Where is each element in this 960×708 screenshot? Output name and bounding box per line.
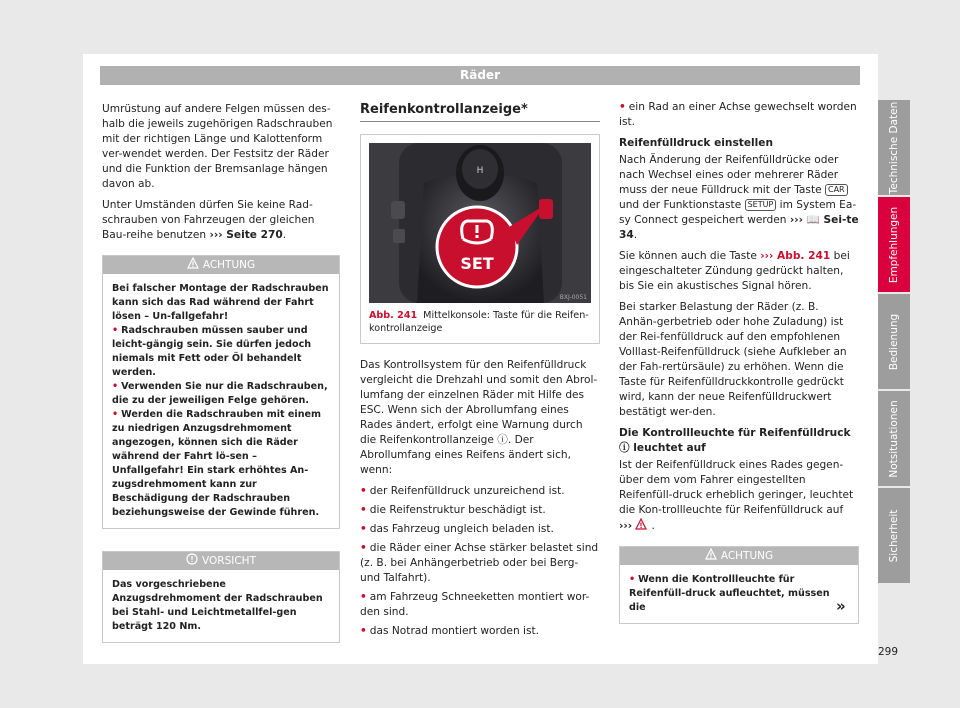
text: Verwenden Sie nur die Radschrauben, die zu der jeweiligen Felge gehören.: [112, 381, 328, 406]
warning-item: [112, 324, 330, 380]
paragraph: [619, 249, 859, 294]
paragraph: [619, 153, 859, 243]
center-console-illustration: [369, 143, 591, 303]
text: Wenn die Kontrollleuchte für Reifenfüll-druck aufleuchtet, müssen die: [629, 574, 830, 613]
paragraph: Bei starker Belastung der Räder (z. B. Anhän-gerbetrieb oder hohe Zuladung) ist der Rei-fenfülldruck auf den empfohlenen Volllast-Reifenfülldruck (siehe Aufkleber an der Fah-rertürsäule) zu erhöhen. Wenn die Taste für Reifenfülldruckkontrolle gedrückt wird, kann der neue Reifenfülldruckwert bestätigt wer-den.: [619, 301, 847, 418]
tab-bedienung[interactable]: [878, 294, 910, 389]
bullet-icon: •: [112, 409, 119, 420]
bullet-icon: •: [360, 625, 367, 637]
text: und der Funktionstaste: [619, 199, 745, 211]
warning-triangle-icon: [705, 548, 717, 560]
warning-body: [620, 565, 858, 623]
list-item: [360, 522, 600, 537]
tab-label: Notsituationen: [888, 399, 900, 478]
warning-triangle-icon: [635, 518, 647, 530]
text: im System Ea-sy Connect gespeichert werden: [619, 199, 857, 226]
list-item: [360, 590, 600, 620]
car-key-icon: CAR: [825, 184, 848, 196]
svg-text:H: H: [476, 166, 484, 176]
text: Unter Umständen dürfen Sie keine Rad-schrauben von Fahrzeugen der gleichen Bau-reihe benutzen: [102, 199, 315, 241]
console-photo: [369, 143, 591, 303]
text: .: [651, 520, 655, 532]
tab-label: Empfehlungen: [888, 206, 900, 283]
list-item: [360, 624, 600, 639]
text: Nach Änderung der Reifenfülldrücke oder nach Wechsel eines oder mehrerer Räder muss der neue Fülldruck mit der Taste: [619, 154, 839, 196]
warning-link[interactable]: ›››: [619, 520, 633, 532]
bullet-icon: •: [619, 101, 626, 113]
tab-label: Bedienung: [888, 313, 900, 370]
figure: [360, 134, 600, 344]
section-title: Reifenkontrollanzeige*: [360, 102, 600, 122]
tab-label: Sicherheit: [888, 509, 900, 562]
warning-triangle-icon: [187, 257, 199, 269]
warning-title: ACHTUNG: [720, 550, 774, 562]
bullet-icon: •: [360, 523, 367, 535]
bullet-icon: •: [112, 325, 119, 336]
warning-intro: Bei falscher Montage der Radschrauben kann sich das Rad während der Fahrt lösen – Un-fallgefahr!: [112, 283, 329, 322]
caution-body: Das vorgeschriebene Anzugsdrehmoment der Radschrauben bei Stahl- und Leichtmetallfel-gen beträgt 120 Nm.: [112, 579, 323, 632]
page-link[interactable]: ››› 📖 Sei-te 34: [619, 214, 859, 241]
text: Werden die Radschrauben mit einem zu niedrigen Anzugsdrehmoment angezogen, können sich die Räder während der Fahrt lö-sen – Unfallgefahr! Ein stark erhöhtes An-zugsdrehmoment kann zur Beschädigung der Radschrauben beziehungsweise der Gewinde führen.: [112, 409, 322, 518]
subheading: Reifenfülldruck einstellen: [619, 137, 773, 149]
text: Radschrauben müssen sauber und leicht-gängig sein. Sie dürfen jedoch niemals mit Fett oder Öl behandelt werden.: [112, 325, 312, 378]
list-item: [360, 484, 600, 499]
paragraph: Umrüstung auf andere Felgen müssen des-halb die jeweils zugehörigen Radschrauben mit der richtigen Länge und Kalottenform ver-wendet werden. Der Festsitz der Räder und die Funktion der Bremsanlage hängen davon ab.: [102, 103, 333, 190]
figure-caption: [361, 303, 599, 343]
text: der Reifenfülldruck unzureichend ist.: [369, 485, 565, 497]
list-item: [360, 503, 600, 518]
warning-item: [112, 380, 330, 408]
caution-title: VORSICHT: [202, 555, 256, 567]
warning-body: [103, 274, 339, 528]
tab-sicherheit[interactable]: [878, 488, 910, 583]
warning-box: [102, 255, 340, 529]
list-item: [360, 541, 600, 586]
figure-link[interactable]: ››› Abb. 241: [760, 250, 831, 262]
tab-label: Technische Daten: [888, 101, 900, 194]
caution-header: [103, 552, 339, 570]
bullet-icon: •: [360, 485, 367, 497]
warning-item: [629, 573, 849, 615]
setup-key-icon: SETUP: [745, 199, 777, 211]
tab-technische-daten[interactable]: [878, 100, 910, 195]
bullet-icon: •: [629, 574, 636, 585]
column-right: [619, 100, 859, 624]
paragraph: [102, 198, 340, 243]
text: am Fahrzeug Schneeketten montiert wor-den sind.: [360, 591, 590, 618]
continue-arrow-icon: »: [836, 597, 846, 615]
bullet-icon: •: [360, 542, 367, 554]
text: die Reifenstruktur beschädigt ist.: [369, 504, 546, 516]
list-item: [619, 100, 859, 130]
paragraph: [619, 458, 859, 534]
warning-box: [619, 546, 859, 624]
text: .: [282, 229, 287, 241]
text: Ist der Reifenfülldruck eines Rades gegen-über dem vom Fahrer eingestellten Reifenfüll-druck erheblich geringer, leuchtet die Kon-trollleuchte für Reifenfülldruck auf: [619, 459, 854, 516]
set-label: SET: [460, 254, 494, 273]
text: die Räder einer Achse stärker belastet sind (z. B. bei Anhängerbetrieb oder bei Berg- und Talfahrt).: [360, 542, 599, 584]
tab-notsituationen[interactable]: [878, 391, 910, 486]
text: bei eingeschalteter Zündung gedrückt halten, bis Sie ein akustisches Signal hören.: [619, 250, 850, 292]
figure-code: BXJ-0051: [559, 294, 587, 301]
page-number: 299: [878, 646, 899, 658]
column-left: [102, 102, 340, 643]
text: Sie können auch die Taste: [619, 250, 761, 262]
tab-empfehlungen[interactable]: [878, 197, 910, 292]
page-link[interactable]: ››› Seite 270: [209, 229, 283, 241]
bullet-icon: •: [360, 591, 367, 603]
caption-text: Mittelkonsole: Taste für die Reifen-kontrollanzeige: [369, 310, 589, 334]
warning-title: ACHTUNG: [202, 259, 256, 271]
warning-header: [103, 256, 339, 274]
figure-number: Abb. 241: [369, 310, 418, 321]
chapter-header: Räder: [100, 66, 860, 85]
warning-header: [620, 547, 858, 565]
paragraph: Das Kontrollsystem für den Reifenfülldruck vergleicht die Drehzahl und somit den Abrol-lumfang der einzelnen Räder mit Hilfe des ESC. Wenn sich der Abrollumfang eines Rades ändert, erfolgt eine Warnung durch die Reifenkontrollanzeige ⓘ. Der Abrollumfang eines Reifens ändert sich, wenn:: [360, 359, 598, 476]
subheading: Die Kontrollleuchte für Reifenfülldruck ⓘ leuchtet auf: [619, 427, 851, 454]
caution-box: [102, 551, 340, 643]
text: das Notrad montiert worden ist.: [369, 625, 540, 637]
text: .: [633, 229, 638, 241]
bullet-icon: •: [112, 381, 119, 392]
bullet-icon: •: [360, 504, 367, 516]
caution-icon: [186, 553, 198, 565]
text: ein Rad an einer Achse gewechselt worden ist.: [619, 101, 857, 128]
column-middle: [360, 102, 600, 643]
warning-item: [112, 408, 330, 520]
text: das Fahrzeug ungleich beladen ist.: [369, 523, 554, 535]
